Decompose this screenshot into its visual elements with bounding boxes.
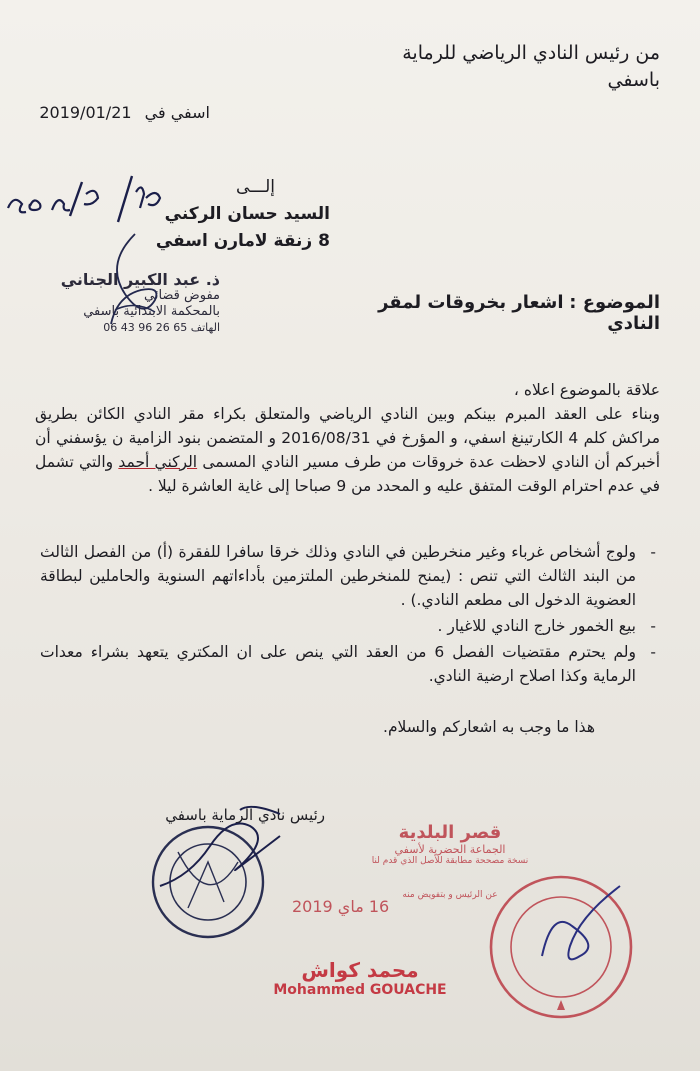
greeting: علاقة بالموضوع اعلاه ، <box>513 381 660 399</box>
body-paragraph <box>35 402 660 498</box>
date-value: 2019/01/21 <box>39 103 132 122</box>
subject-line <box>340 292 660 334</box>
violation-item: - ولم يحترم مقتضيات الفصل 6 من العقد التي ينص على ان المكتري يتعهد بشراء معدات الرماية وكذا اصلاح ارضية النادي. <box>40 640 660 688</box>
manager-name: الركني أحمد <box>118 453 198 471</box>
notary-name: ذ. عبد الكبير الجناني <box>60 270 220 289</box>
agent-name-arabic: محمد كواش <box>301 958 419 982</box>
municipal-stamp-date: 16 ماي 2019 <box>292 897 390 916</box>
violation-item: - بيع الخمور خارج النادي للاغيار . <box>40 614 660 638</box>
date-line <box>39 103 210 122</box>
closing-line: هذا ما وجب به اشعاركم والسلام. <box>383 718 595 736</box>
body-paragraph-end: والتي تشمل في عدم احترام الوقت المتفق عليه و المحدد من 9 صباحا إلى غاية العاشرة ليلا . <box>35 453 660 495</box>
sender-block <box>400 40 660 94</box>
to-label: إلـــى <box>235 177 275 197</box>
agent-name-latin: Mohammed GOUACHE <box>273 982 447 998</box>
signer-title: رئيس نادي الرماية باسفي <box>165 806 325 824</box>
body-paragraph-main: وبناء على العقد المبرم بينكم وبين النادي الرياضي والمتعلق بكراء مقر النادي الكائن بطريق مراكش كلم 4 الكارتينغ اسفي، و المؤرخ في 2016/08/31 و المتضمن بنود الزامية ن يؤسفني أن أخبركم أن النادي لاحظت عدة خروقات من طرف مسير النادي المسمى <box>35 405 660 471</box>
municipal-stamp-delegation: عن الرئيس و بتفويض منه <box>402 890 498 900</box>
notary-phone: 06 43 96 26 65 <box>103 321 188 334</box>
agent-stamp <box>270 958 450 998</box>
recipient-name: السيد حسان الركني <box>164 204 330 224</box>
president-signature <box>150 790 300 900</box>
recipient-address: 8 زنقة لامارن اسفي <box>155 231 330 251</box>
date-label: اسفي في <box>144 103 210 122</box>
notary-court: بالمحكمة الابتدائية باسفي <box>83 304 220 319</box>
municipal-stamp-subtitle: الجماعة الحضرية لأسفي <box>394 843 506 856</box>
municipal-stamp-title: قصر البلدية <box>398 822 502 843</box>
notary-phone-label: الهاتف <box>190 321 220 334</box>
sender-line-1: من رئيس النادي الرياضي للرماية <box>402 42 660 64</box>
municipal-officer-signature <box>520 880 630 990</box>
notary-title: مفوض قضائي <box>143 288 220 303</box>
violations-list <box>40 540 660 690</box>
subject-text: اشعار بخروقات لمقر النادي <box>378 292 660 334</box>
notary-signature <box>95 230 175 340</box>
municipal-stamp-certification: نسخة مصححة مطابقة للأصل الذي قدم لنا <box>371 856 529 866</box>
sender-line-2: باسفي <box>607 69 660 91</box>
letter-body <box>35 378 660 498</box>
violation-item: - ولوج أشخاص غرباء وغير منخرطين في النادي وذلك خرقا سافرا للفقرة (أ) من الفصل الثالث من البند الثالث التي تنص : (يمنح للمنخرطين الملتزمين بأداءاتهم السنوية والحاملين لبطاقة العضوية الدخول الى مطعم النادي.) . <box>40 540 660 612</box>
subject-label: الموضوع : <box>569 292 660 313</box>
